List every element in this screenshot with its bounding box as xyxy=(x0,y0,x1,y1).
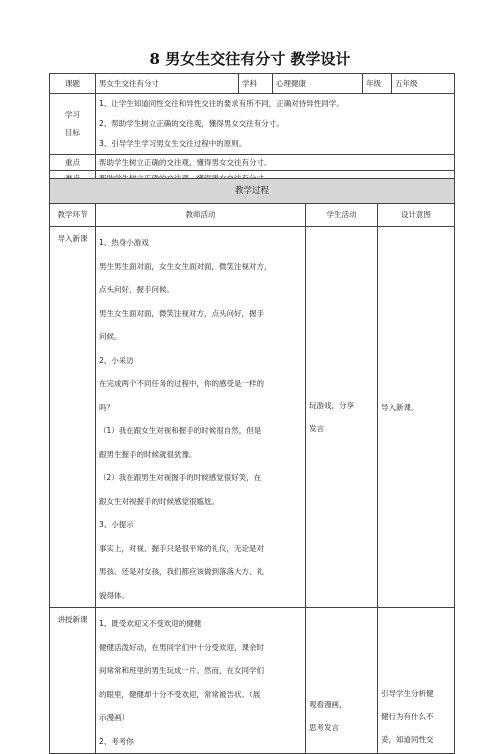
activity-line: 男生女生面对面，微笑注视对方，点头问好，握手 xyxy=(99,308,264,318)
intent-line: 妥，知道同性交 xyxy=(381,735,434,744)
objective-item: 1、让学生知道同性交往和异性交往的要求有所不同，正确对待异性同学。 xyxy=(99,99,344,108)
document-title: 8 男女生交往有分寸 教学设计 xyxy=(149,50,351,68)
activity-line: 男孩、还是对女孩，我们都应该做到落落大方、礼 xyxy=(99,567,264,576)
objective-item: 2、帮助学生树立正确的交往观，懂得男女交往有分寸。 xyxy=(99,119,284,128)
objectives-list xyxy=(96,94,455,155)
intent-line: 健行为有什么不 xyxy=(381,712,434,721)
activity-line: 貌得体。 xyxy=(99,590,129,600)
activity-line: 1、既受欢迎又不受欢迎的健健 xyxy=(99,619,202,628)
subject-label: 学科 xyxy=(239,74,273,94)
design-intent-cell xyxy=(378,608,455,754)
activity-line: 间常常和班里的男生玩成一片。然而，在女同学们 xyxy=(99,666,264,675)
teacher-activity-cell xyxy=(96,608,306,754)
activity-line: 事实上，对视、握手只是很平常的礼仪，无论是对 xyxy=(99,543,264,553)
student-line: 发言 xyxy=(309,424,324,433)
activity-line: （1）我在跟女生对视和握手的时候很自然，但是 xyxy=(99,426,262,435)
design-intent-cell xyxy=(378,227,455,608)
objective-item: 3、引导学生学习男女生交往过程中的原则。 xyxy=(99,139,247,148)
student-activity-cell xyxy=(306,608,378,754)
activity-line: 示漫画） xyxy=(99,713,129,722)
key-point-value: 帮助学生树立正确的交往观，懂得男女交往有分寸。 xyxy=(96,155,455,171)
activity-line: 3、小提示 xyxy=(99,520,134,529)
activity-line: （2）我在跟男生对视握手的时候感觉很好笑，在 xyxy=(99,473,262,482)
activity-line: 问候。 xyxy=(99,332,122,341)
teacher-activity-cell xyxy=(96,227,306,608)
grade-value: 五年级 xyxy=(392,74,455,94)
activity-line: 在完成两个不同任务的过程中，你的感受是一样的 xyxy=(99,379,264,388)
activity-line: 2、考考你 xyxy=(99,736,134,746)
objectives-label-line1: 学习 xyxy=(65,110,80,119)
stage-cell: 讲授新课 xyxy=(50,608,96,754)
intent-line: 引导学生分析健 xyxy=(381,689,434,698)
column-header-stage: 教学环节 xyxy=(50,204,96,227)
activity-line: 跟女生对视握手的时候感觉很尴尬。 xyxy=(99,496,219,506)
activity-line: 点头问好，握手问候。 xyxy=(99,285,174,294)
subject-value: 心理健康 xyxy=(273,74,363,94)
activity-line: 的眼里，健健却十分不受欢迎，常常被告状。（展 xyxy=(99,689,261,699)
student-line: 观看漫画， xyxy=(309,700,347,709)
key-point-label: 重点 xyxy=(50,155,96,171)
grade-label: 年级 xyxy=(363,74,392,94)
column-header-teacher: 教师活动 xyxy=(96,204,306,227)
process-table xyxy=(49,178,455,754)
objectives-label-line2: 目标 xyxy=(65,128,80,137)
student-line: 玩游戏，分享 xyxy=(309,401,354,410)
topic-label: 课题 xyxy=(50,74,96,94)
objectives-label xyxy=(50,94,96,155)
column-header-student: 学生活动 xyxy=(306,204,378,227)
lesson-plan-table xyxy=(49,73,455,187)
activity-line: 2、小采访 xyxy=(99,355,134,365)
topic-value: 男女生交往有分寸 xyxy=(96,74,239,94)
table-row xyxy=(50,227,455,608)
process-header: 教学过程 xyxy=(50,179,455,204)
stage-cell: 导入新课 xyxy=(50,227,96,608)
student-activity-cell xyxy=(306,227,378,608)
activity-line: 男生男生面对面，女生女生面对面，微笑注视对方， xyxy=(99,261,272,271)
intent-line: 导入新课。 xyxy=(381,402,419,412)
activity-line: 跟男生握手的时候就很犹豫。 xyxy=(99,449,197,459)
column-header-intent: 设计意图 xyxy=(378,204,455,227)
activity-line: 1、热身小游戏 xyxy=(99,238,149,247)
student-line: 思考发言 xyxy=(309,723,339,732)
table-row xyxy=(50,608,455,754)
activity-line: 健健活泼好动，在男同学们中十分受欢迎，课余时 xyxy=(99,642,264,652)
activity-line: 吗？ xyxy=(99,402,114,412)
